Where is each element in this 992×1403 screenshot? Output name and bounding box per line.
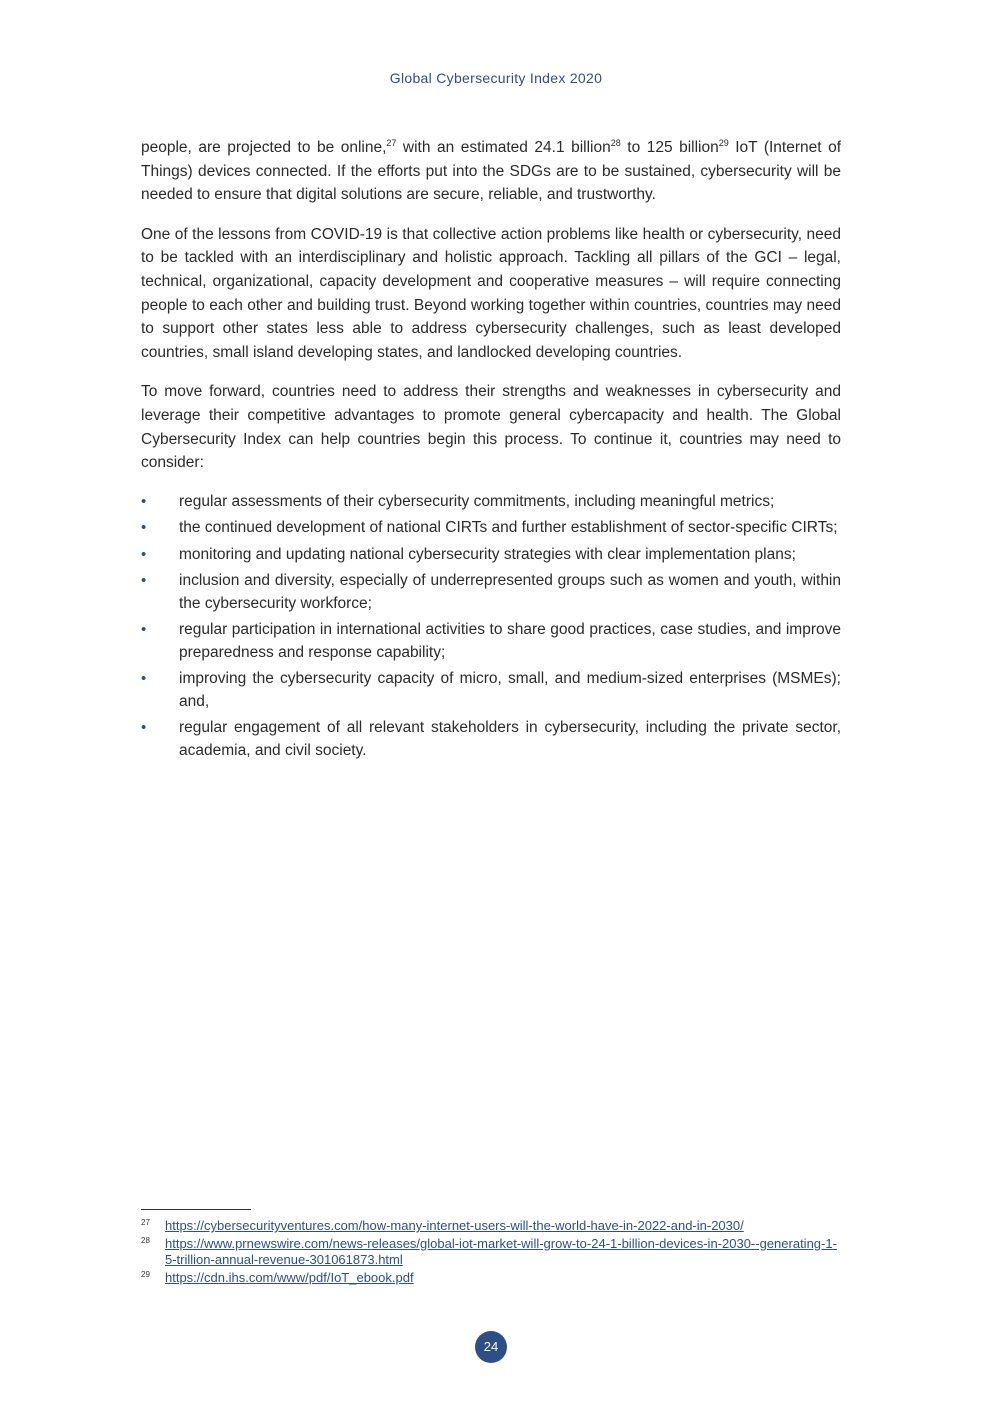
paragraph-1-text-c: to 125 billion: [620, 139, 719, 156]
list-item: [141, 717, 841, 762]
list-item: [141, 619, 841, 664]
bullet-icon: •: [141, 545, 147, 563]
footnote-link[interactable]: https://www.prnewswire.com/news-releases/global-iot-market-will-grow-to-24-1-billion-devices-in-2030--generating-1-5-trillion-annual-revenue-301061873.html: [165, 1235, 837, 1267]
footnote-ref-29[interactable]: 29: [718, 138, 729, 148]
main-content: [141, 136, 841, 766]
footnotes: [141, 1218, 841, 1287]
paragraph-1-text-a: people, are projected to be online,: [141, 139, 387, 156]
list-item: [141, 544, 841, 567]
list-item: [141, 517, 841, 540]
footnote-link[interactable]: https://cdn.ihs.com/www/pdf/IoT_ebook.pdf: [165, 1269, 414, 1285]
list-item-text: regular engagement of all relevant stakeholders in cybersecurity, including the private sector, academia, and civil society.: [179, 719, 841, 759]
bullet-icon: •: [141, 621, 147, 639]
footnote-29: [141, 1270, 841, 1287]
footnote-link[interactable]: https://cybersecurityventures.com/how-many-internet-users-will-the-world-have-in-2022-and-in-2030/: [165, 1218, 744, 1233]
footnote-ref-28[interactable]: 28: [610, 138, 621, 148]
list-item: [141, 570, 841, 615]
list-item-text: the continued development of national CIRTs and further establishment of sector-specific CIRTs;: [179, 519, 838, 537]
footnote-ref-27[interactable]: 27: [386, 138, 397, 148]
footnote-number: 28: [141, 1235, 150, 1245]
paragraph-1-text-d: IoT (Internet of Things) devices connected. If the efforts put into the SDGs are to be sustained, cybersecurity will be needed to ensure that digital solutions are secure, reliable, and trustworthy.: [141, 139, 841, 204]
bullet-icon: •: [141, 519, 147, 537]
paragraph-3: To move forward, countries need to address their strengths and weaknesses in cybersecurity and leverage their competitive advantages to promote general cybercapacity and health. The Global Cybersecurity Index can help countries begin this process. To continue it, countries may need to consider:: [141, 383, 841, 472]
paragraph-1-text-b: with an estimated 24.1 billion: [396, 139, 611, 156]
bullet-icon: •: [141, 572, 147, 590]
list-item: [141, 491, 841, 514]
page-number-badge: 24: [475, 1331, 507, 1363]
paragraph-1: [141, 136, 841, 207]
bullet-icon: •: [141, 670, 147, 688]
list-item: [141, 668, 841, 713]
paragraph-2: One of the lessons from COVID-19 is that collective action problems like health or cybersecurity, need to be tackled with an interdisciplinary and holistic approach. Tackling all pillars of the GCI – legal, technical, organizational, capacity development and cooperative measures – will require connecting people to each other and building trust. Beyond working together within countries, countries may need to support other states less able to address cybersecurity challenges, such as least developed countries, small island developing states, and landlocked developing countries.: [141, 225, 841, 361]
bullet-icon: •: [141, 719, 147, 737]
running-header: Global Cybersecurity Index 2020: [389, 70, 603, 86]
footnote-number: 29: [141, 1269, 150, 1279]
list-item-text: inclusion and diversity, especially of underrepresented groups such as women and youth, within the cybersecurity workforce;: [179, 572, 841, 612]
list-item-text: monitoring and updating national cybersecurity strategies with clear implementation plans;: [179, 545, 796, 563]
footnote-divider: [141, 1209, 251, 1210]
footnote-28: [141, 1236, 841, 1269]
list-item-text: improving the cybersecurity capacity of micro, small, and medium-sized enterprises (MSMEs); and,: [179, 670, 841, 710]
list-item-text: regular assessments of their cybersecurity commitments, including meaningful metrics;: [179, 492, 775, 510]
list-item-text: regular participation in international activities to share good practices, case studies, and improve preparedness and response capability;: [179, 621, 841, 661]
footnote-number: 27: [141, 1218, 150, 1227]
footnote-27: [141, 1218, 841, 1235]
recommendations-list: [141, 491, 841, 763]
bullet-icon: •: [141, 492, 147, 510]
